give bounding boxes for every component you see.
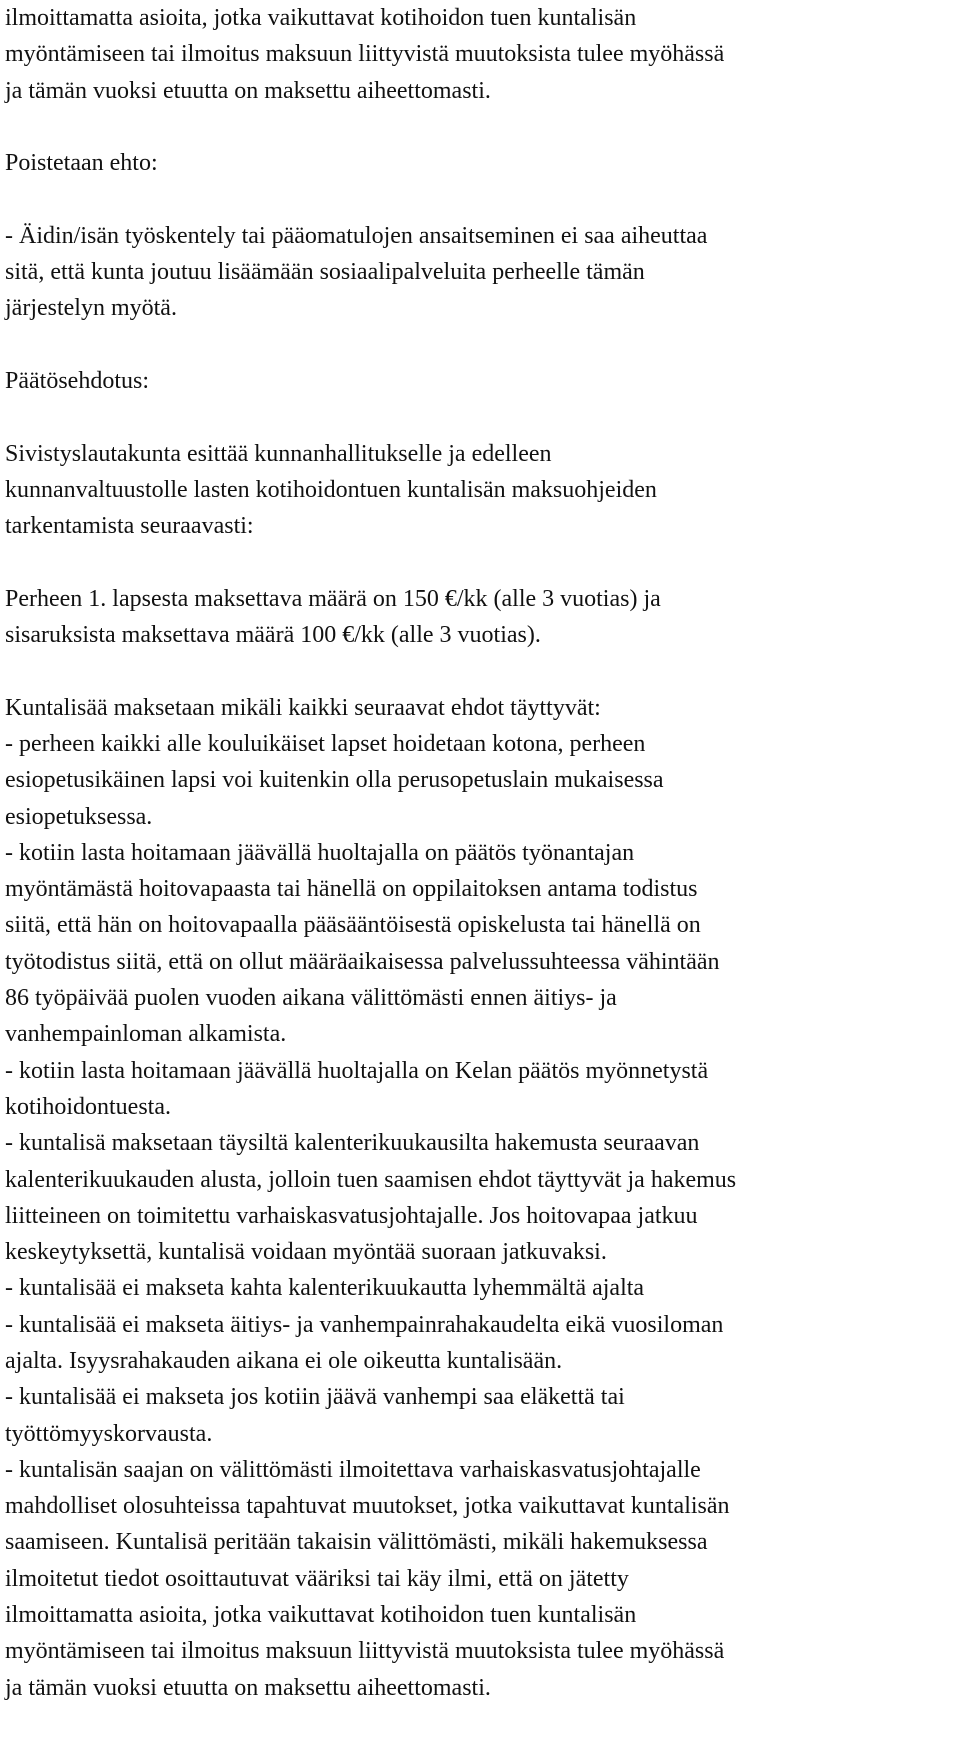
text-line: tarkentamista seuraavasti: [5,513,254,540]
text-line: myöntämiseen tai ilmoitus maksuun liittyvistä muutoksista tulee myöhässä [5,41,725,68]
text-line: järjestelyn myötä. [5,295,177,322]
text-line: ilmoittamatta asioita, jotka vaikuttavat kotihoidon tuen kuntalisän [5,5,637,31]
text-line: Poistetaan ehto: [5,150,158,177]
paragraph-gap [5,653,946,689]
text-line: Perheen 1. lapsesta maksettava määrä on 150 €/kk (alle 3 vuotias) ja [5,585,661,612]
text-line: - kuntalisää ei makseta kahta kalenterikuukautta lyhemmältä ajalta [5,1275,645,1302]
paragraph-gap [5,399,946,435]
paragraph-gap [5,327,946,363]
text-line: Sivistyslautakunta esittää kunnanhallitukselle ja edelleen [5,440,552,467]
text-line: - kuntalisää ei makseta äitiys- ja vanhempainrahakaudelta eikä vuosiloman [5,1311,724,1338]
text-line: Päätösehdotus: [5,367,149,394]
text-line: työttömyyskorvausta. [5,1420,213,1447]
text-line: ilmoittamatta asioita, jotka vaikuttavat kotihoidon tuen kuntalisän [5,1602,637,1629]
text-line: ilmoitetut tiedot osoittautuvat vääriksi tai käy ilmi, että on jätetty [5,1565,629,1592]
document-body [5,0,946,1706]
text-line: - perheen kaikki alle kouluikäiset lapset hoidetaan kotona, perheen [5,730,646,757]
paragraph-gap [5,181,946,217]
text-line: ja tämän vuoksi etuutta on maksettu aiheettomasti. [5,1674,491,1701]
paragraph-gap [5,109,946,145]
text-line: kotihoidontuesta. [5,1093,171,1120]
text-line: - kotiin lasta hoitamaan jäävällä huoltajalla on Kelan päätös myönnetystä [5,1057,709,1084]
text-line: - kotiin lasta hoitamaan jäävällä huoltajalla on päätös työnantajan [5,839,635,866]
text-line: - kuntalisän saajan on välittömästi ilmoitettava varhaiskasvatusjohtajalle [5,1456,701,1483]
text-line: Kuntalisää maksetaan mikäli kaikki seuraavat ehdot täyttyvät: [5,694,601,721]
text-line: saamiseen. Kuntalisä peritään takaisin välittömästi, mikäli hakemuksessa [5,1529,708,1556]
paragraph-gap [5,544,946,580]
text-line: esiopetusikäinen lapsi voi kuitenkin olla perusopetuslain mukaisessa [5,767,664,794]
text-line: 86 työpäivää puolen vuoden aikana välittömästi ennen äitiys- ja [5,985,617,1012]
text-line: kalenterikuukauden alusta, jolloin tuen saamisen ehdot täyttyvät ja hakemus [5,1166,737,1193]
text-line: kunnanvaltuustolle lasten kotihoidontuen kuntalisän maksuohjeiden [5,476,657,503]
text-line: sitä, että kunta joutuu lisäämään sosiaalipalveluita perheelle tämän [5,259,645,286]
text-line: esiopetuksessa. [5,803,153,830]
text-line: myöntämästä hoitovapaasta tai hänellä on oppilaitoksen antama todistus [5,876,698,903]
text-line: myöntämiseen tai ilmoitus maksuun liittyvistä muutoksista tulee myöhässä [5,1638,725,1665]
text-line: siitä, että hän on hoitovapaalla pääsääntöisestä opiskelusta tai hänellä on [5,912,701,939]
text-line: mahdolliset olosuhteissa tapahtuvat muutokset, jotka vaikuttavat kuntalisän [5,1493,730,1520]
text-line: työtodistus siitä, että on ollut määräaikaisessa palvelussuhteessa vähintään [5,948,720,975]
text-line: ajalta. Isyysrahakauden aikana ei ole oikeutta kuntalisään. [5,1347,563,1374]
text-line: vanhempainloman alkamista. [5,1021,287,1048]
text-line: keskeytyksettä, kuntalisä voidaan myöntää suoraan jatkuvaksi. [5,1239,607,1266]
text-line: ja tämän vuoksi etuutta on maksettu aiheettomasti. [5,77,491,104]
text-line: - kuntalisää ei makseta jos kotiin jäävä vanhempi saa eläkettä tai [5,1384,625,1411]
text-line: sisaruksista maksettava määrä 100 €/kk (alle 3 vuotias). [5,622,541,649]
text-line: - Äidin/isän työskentely tai pääomatulojen ansaitseminen ei saa aiheuttaa [5,222,708,249]
text-line: - kuntalisä maksetaan täysiltä kalenterikuukausilta hakemusta seuraavan [5,1130,700,1157]
text-line: liitteineen on toimitettu varhaiskasvatusjohtajalle. Jos hoitovapaa jatkuu [5,1202,698,1229]
